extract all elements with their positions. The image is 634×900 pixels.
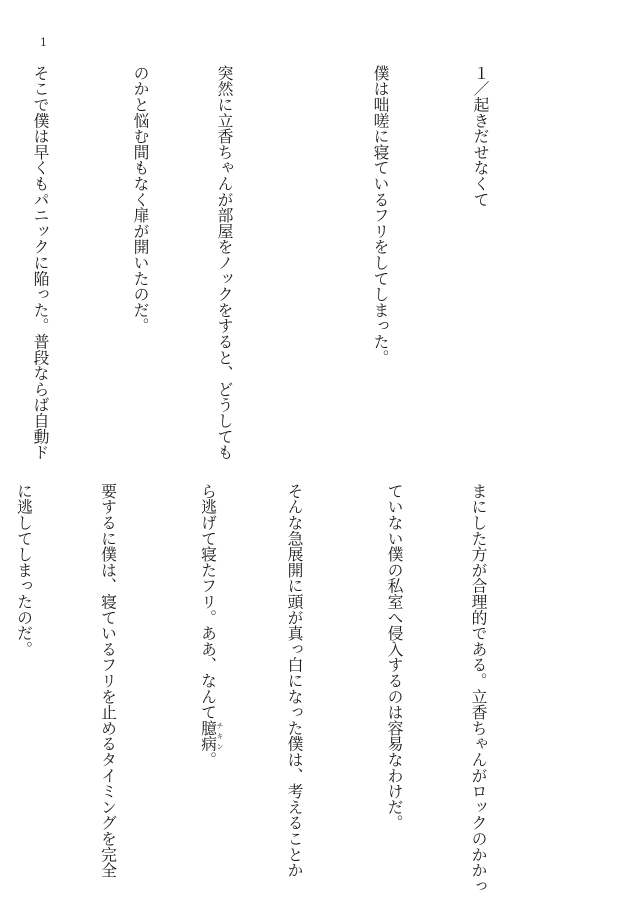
text-line: まにした方が合理的である。立香ちゃんがロックのかかっ (469, 483, 488, 894)
text-line: 僕は咄嗟に寝ているフリをしてしまった。 (371, 65, 390, 366)
chapter-heading: １／起きだせなくて (471, 65, 490, 208)
text-line: ていない僕の私室へ侵入するのは容易なわけだ。 (385, 483, 404, 831)
text-line: そんな急展開に頭が真っ白になった僕は、考えることか (285, 483, 304, 878)
text-line: のかと悩む間もなく扉が開いたのだ。 (131, 65, 150, 334)
ruby-base: 臆病 (198, 720, 218, 752)
page-number: 1 (40, 36, 47, 49)
text-line: に逃してしまったのだ。 (14, 483, 34, 657)
ruby-annotation (198, 720, 224, 752)
ruby-reading: チキン (216, 720, 224, 752)
text-line: そこで僕は早くもパニックに陥った。普段ならば自動ド (31, 65, 50, 460)
text-line: 要するに僕は、寝ているフリを止めるタイミングを完全 (98, 483, 118, 878)
text-line: 突然に立香ちゃんが部屋をノックをすると、どうしても (215, 65, 234, 460)
lower-text-block (0, 483, 548, 894)
text-line-with-ruby (194, 483, 225, 845)
upper-text-block (0, 65, 550, 460)
text-segment: ら逃げて寝たフリ。ああ、なんて (198, 483, 218, 720)
text-segment: 。 (198, 751, 218, 768)
